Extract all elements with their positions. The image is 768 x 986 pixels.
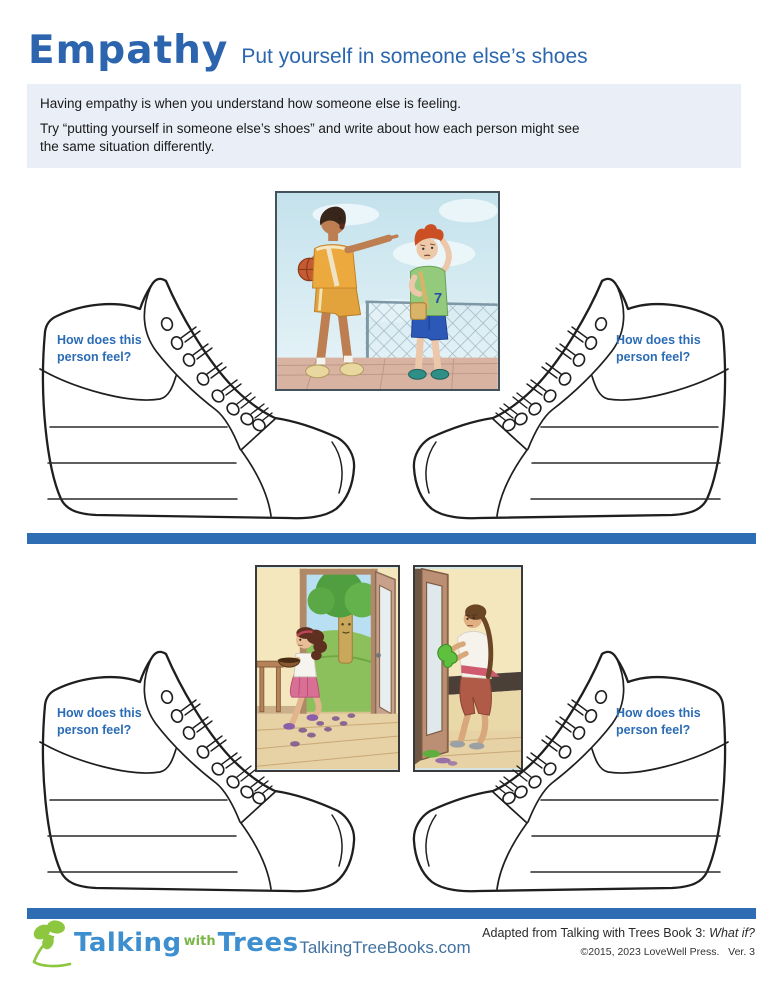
shoe-response-area-2 [403,272,738,530]
section-divider [27,533,756,544]
shoe-question: How does this person feel? [616,706,701,737]
copyright-line: ©2015, 2023 LoveWell Press. Ver. 3 [580,946,755,958]
shoe-question: How does this person feel? [57,706,142,737]
shoe-response-area-4 [403,645,738,903]
instructions-line-1: Having empathy is when you understand how someone else is feeling. [40,96,461,111]
logo-word-trees: Trees [217,928,299,958]
shoe-response-area-3 [30,645,365,903]
page-subtitle: Put yourself in someone else’s shoes [241,45,588,68]
instructions-box [27,84,741,168]
shoe-question: How does this person feel? [57,333,142,364]
talking-with-trees-logo [28,918,299,968]
logo-word-with: with [183,933,216,949]
credit-prefix: Adapted from Talking with Trees Book 3: [482,926,710,940]
shoe-question: How does this person feel? [616,333,701,364]
shoe-response-area-1 [30,272,365,530]
footer-credits [482,926,755,958]
website-link[interactable]: TalkingTreeBooks.com [299,938,471,957]
credit-book-title: What if? [709,926,755,940]
open-door [376,572,395,731]
jersey-number: 7 [434,290,443,307]
credit-line [482,926,755,940]
header [28,28,588,73]
page-title: Empathy [28,28,229,73]
instructions-line-2: Try “putting yourself in someone else’s shoes” and write about how each person might see the same situation differently. [40,120,580,154]
logo-word-talking: Talking [74,928,182,958]
leaf-sprout-icon [28,918,74,968]
